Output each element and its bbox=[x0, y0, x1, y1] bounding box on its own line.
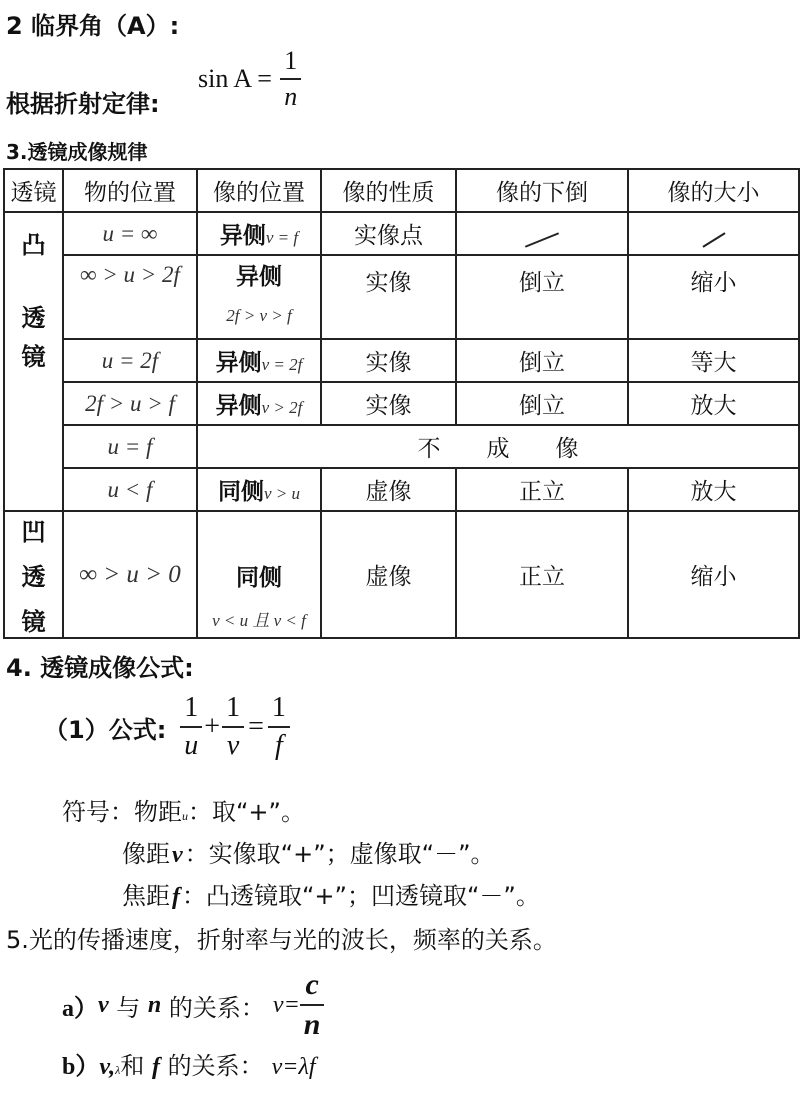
var-v: v bbox=[98, 991, 109, 1018]
var-f: f bbox=[151, 1054, 160, 1080]
image-size: 放大 bbox=[628, 468, 799, 511]
sign-image-distance bbox=[122, 834, 495, 869]
table-header-row bbox=[4, 169, 799, 212]
section2-heading: 2 临界角（A）: bbox=[6, 12, 180, 40]
object-position: ∞ > u > 2f bbox=[63, 255, 197, 339]
equals-sign: = bbox=[248, 711, 264, 742]
object-position: 2f > u > f bbox=[63, 382, 197, 425]
section5-heading: 5.光的传播速度，折射率与光的波长，频率的关系。 bbox=[6, 926, 557, 954]
image-orientation: 正立 bbox=[456, 468, 628, 511]
image-nature: 实像 bbox=[321, 382, 456, 425]
concave-char: 透 bbox=[21, 563, 46, 591]
lens-imaging-table bbox=[3, 168, 800, 639]
image-side: 同侧 bbox=[236, 565, 282, 591]
numerator: c bbox=[305, 968, 319, 1001]
image-position bbox=[197, 468, 321, 511]
image-size bbox=[628, 212, 799, 255]
image-distance: 2f > v > f bbox=[226, 306, 292, 325]
table-row bbox=[4, 255, 799, 339]
lens-formula-row bbox=[44, 694, 290, 760]
relation-text: 和 bbox=[120, 1052, 152, 1080]
item-label: b） bbox=[62, 1054, 100, 1080]
no-image-cell: 不 成 像 bbox=[197, 425, 799, 468]
sign-text: ：凸透镜取“+”；凹透镜取“－”。 bbox=[182, 882, 540, 910]
relation-text: 的关系： bbox=[161, 993, 265, 1022]
image-distance: v > 2f bbox=[261, 398, 303, 417]
sign-text: 焦距 bbox=[122, 882, 170, 910]
image-side: 异侧 bbox=[215, 350, 262, 376]
image-nature: 实像 bbox=[321, 255, 456, 339]
table-row bbox=[4, 212, 799, 255]
image-position bbox=[197, 511, 321, 638]
fraction-1-over-v bbox=[222, 694, 244, 760]
var-n: n bbox=[147, 991, 162, 1018]
image-side: 异侧 bbox=[219, 223, 266, 249]
image-nature: 实像点 bbox=[321, 212, 456, 255]
fraction-c-over-n bbox=[300, 970, 325, 1040]
header-object-position: 物的位置 bbox=[63, 169, 197, 212]
formula-lhs: v= bbox=[272, 991, 300, 1018]
image-side: 异侧 bbox=[215, 393, 262, 419]
denominator: n bbox=[303, 1008, 321, 1041]
object-position: ∞ > u > 0 bbox=[63, 511, 197, 638]
object-position: u = 2f bbox=[63, 339, 197, 382]
relation-a bbox=[62, 970, 324, 1040]
table-row bbox=[4, 382, 799, 425]
sign-focal-length bbox=[122, 876, 540, 911]
image-orientation: 倒立 bbox=[456, 339, 628, 382]
sign-text: ：实像取“+”；虚像取“－”。 bbox=[184, 840, 495, 868]
concave-char: 凹 bbox=[21, 518, 46, 546]
fraction-bar bbox=[180, 726, 202, 728]
image-distance: v < u 且 v < f bbox=[212, 611, 306, 630]
fraction-bar bbox=[280, 78, 301, 80]
concave-char: 镜 bbox=[21, 608, 46, 636]
image-position bbox=[197, 382, 321, 425]
image-size: 等大 bbox=[628, 339, 799, 382]
denominator: u bbox=[184, 730, 199, 761]
image-distance: v = f bbox=[265, 228, 299, 247]
fraction-bar bbox=[268, 726, 290, 728]
numerator: 1 bbox=[226, 692, 241, 723]
sign-text: 符号：物距 bbox=[62, 798, 182, 826]
header-image-position: 像的位置 bbox=[197, 169, 321, 212]
image-size: 缩小 bbox=[628, 511, 799, 638]
image-size: 缩小 bbox=[628, 255, 799, 339]
slash-icon bbox=[702, 232, 725, 247]
relation-text: 与 bbox=[108, 993, 148, 1022]
object-position: u = f bbox=[63, 425, 197, 468]
sign-object-distance bbox=[62, 792, 305, 827]
image-side: 同侧 bbox=[217, 479, 264, 505]
sign-text: 像距 bbox=[122, 840, 170, 868]
image-orientation bbox=[456, 212, 628, 255]
image-nature: 虚像 bbox=[321, 468, 456, 511]
image-nature: 虚像 bbox=[321, 511, 456, 638]
image-nature: 实像 bbox=[321, 339, 456, 382]
convex-char: 镜 bbox=[21, 343, 46, 371]
denominator: v bbox=[226, 730, 240, 761]
image-position bbox=[197, 212, 321, 255]
image-distance: v > u bbox=[263, 484, 301, 503]
fraction bbox=[280, 48, 301, 110]
denominator: f bbox=[275, 730, 283, 761]
image-distance: v = 2f bbox=[261, 355, 303, 374]
image-size: 放大 bbox=[628, 382, 799, 425]
header-image-orientation: 像的下倒 bbox=[456, 169, 628, 212]
table-row bbox=[4, 511, 799, 638]
convex-char: 凸 bbox=[21, 231, 46, 259]
table-row bbox=[4, 468, 799, 511]
table-row bbox=[4, 425, 799, 468]
var-lambda: λ bbox=[115, 1063, 121, 1077]
formula-lhs: sin A = bbox=[198, 64, 272, 93]
convex-char: 透 bbox=[21, 304, 46, 332]
header-image-size: 像的大小 bbox=[628, 169, 799, 212]
var-u: u bbox=[182, 809, 188, 823]
relation-text: 的关系： bbox=[159, 1052, 264, 1080]
fraction-bar bbox=[222, 726, 244, 728]
section4-heading: 4. 透镜成像公式: bbox=[6, 654, 194, 682]
header-image-nature: 像的性质 bbox=[321, 169, 456, 212]
numerator: 1 bbox=[184, 692, 199, 723]
denominator: n bbox=[284, 82, 298, 111]
image-orientation: 正立 bbox=[456, 511, 628, 638]
numerator: 1 bbox=[271, 692, 286, 723]
concave-lens-label bbox=[4, 511, 63, 638]
relation-b bbox=[62, 1046, 316, 1081]
var-v: v bbox=[172, 842, 183, 868]
item-label: a） bbox=[62, 995, 98, 1022]
header-lens: 透镜 bbox=[4, 169, 63, 212]
numerator: 1 bbox=[284, 46, 298, 75]
object-position: u = ∞ bbox=[63, 212, 197, 255]
object-position: u < f bbox=[63, 468, 197, 511]
refraction-law-label: 根据折射定律: bbox=[6, 90, 160, 118]
plus-sign: + bbox=[204, 711, 221, 742]
slash-icon bbox=[525, 232, 559, 247]
fraction-bar bbox=[300, 1004, 325, 1006]
image-position bbox=[197, 255, 321, 339]
wave-formula: v=λf bbox=[271, 1054, 316, 1080]
critical-angle-formula bbox=[198, 48, 301, 110]
var-f: f bbox=[172, 884, 180, 910]
convex-lens-label bbox=[4, 212, 63, 511]
fraction-1-over-f bbox=[268, 694, 290, 760]
image-position bbox=[197, 339, 321, 382]
var-v: v, bbox=[99, 1054, 116, 1080]
image-side: 异侧 bbox=[236, 264, 282, 290]
image-orientation: 倒立 bbox=[456, 255, 628, 339]
formula-label: （1）公式: bbox=[44, 715, 167, 744]
fraction-1-over-u bbox=[180, 694, 202, 760]
section3-heading bbox=[6, 136, 148, 165]
table-row bbox=[4, 339, 799, 382]
section3-heading-text: 3.透镜成像规律 bbox=[6, 140, 148, 164]
image-orientation: 倒立 bbox=[456, 382, 628, 425]
sign-text: ：取“+”。 bbox=[188, 798, 305, 826]
